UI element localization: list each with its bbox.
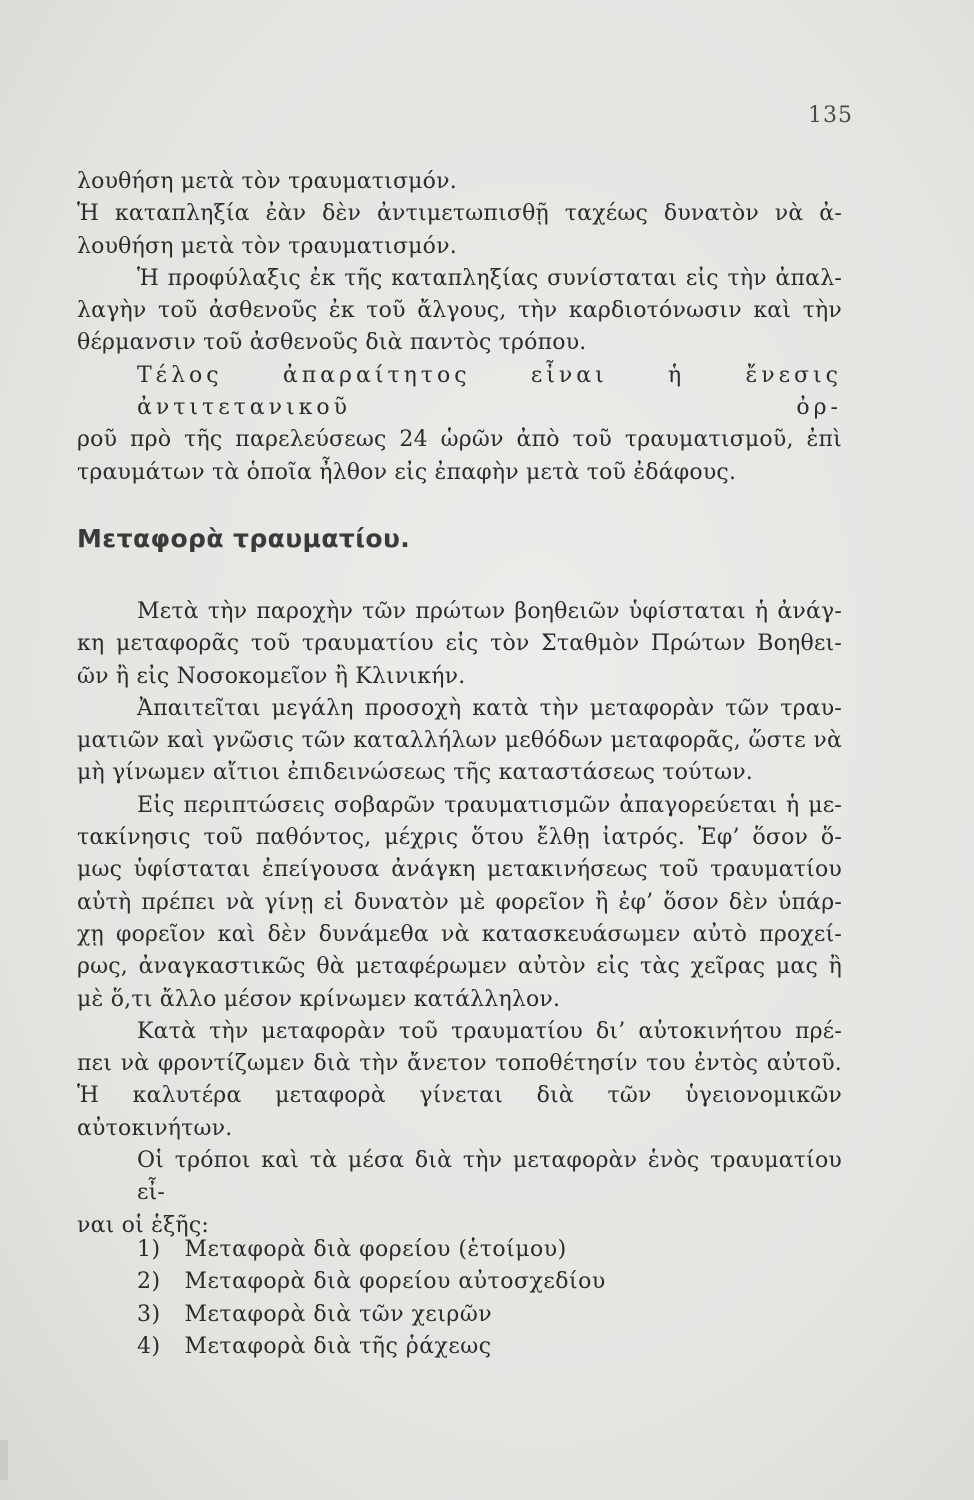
text-line: Ἡ προφύλαξις ἐκ τῆς καταπληξίας συνίσταται εἰς τὴν ἀπαλ- — [137, 265, 842, 291]
text-line: Ἡ καλυτέρα μεταφορὰ γίνεται διὰ τῶν ὑγειονομικῶν αὐτοκινήτων. — [77, 1083, 842, 1141]
text-line: τακίνησις τοῦ παθόντος, μέχρις ὅτου ἔλθῃ ἰατρός. Ἐφ’ ὅσον ὅ- — [77, 825, 842, 851]
text-line: ρως, ἀναγκαστικῶς θὰ μεταφέρωμεν αὐτὸν εἰς τὰς χεῖρας μας ἢ — [77, 954, 842, 980]
text-line: Εἰς περιπτώσεις σοβαρῶν τραυματισμῶν ἀπαγορεύεται ἡ με- — [137, 792, 842, 818]
text-line: λαγὴν τοῦ ἀσθενοῦς ἐκ τοῦ ἄλγους, τὴν καρδιοτόνωσιν καὶ τὴν — [77, 298, 842, 324]
text-line: ῶν ἢ εἰς Νοσοκομεῖον ἢ Κλινικήν. — [77, 663, 466, 689]
text-line: Ἀπαιτεῖται μεγάλη προσοχὴ κατὰ τὴν μεταφορὰν τῶν τραυ- — [137, 695, 842, 721]
text-line: Τέλος ἀπαραίτητος εἶναι ἡ ἔνεσις ἀντιτετανικοῦ ὀρ- — [137, 362, 842, 421]
list-item-text: Μεταφορὰ διὰ φορείου (ἑτοίμου) — [184, 1237, 567, 1262]
text-line: ματιῶν καὶ γνῶσις τῶν καταλλήλων μεθόδων μεταφορᾶς, ὥστε νὰ — [77, 728, 842, 754]
list-item-text: Μεταφορὰ διὰ τῆς ῥάχεως — [184, 1333, 492, 1359]
text-line: μὲ ὅ,τι ἄλλο μέσον κρίνωμεν κατάλληλον. — [77, 986, 561, 1012]
list-item-number: 4) — [137, 1333, 161, 1359]
text-line: μὴ γίνωμεν αἴτιοι ἐπιδεινώσεως τῆς καταστάσεως τούτων. — [77, 760, 753, 786]
text-line: χῃ φορεῖον καὶ δὲν δυνάμεθα νὰ κατασκευάσωμεν αὐτὸ προχεί- — [77, 921, 842, 947]
page-number: 135 — [808, 103, 853, 128]
list-item — [137, 1299, 606, 1331]
text-line: λουθήση μετὰ τὸν τραυματισμόν. — [77, 233, 457, 259]
text-line: Κατὰ τὴν μεταφορὰν τοῦ τραυματίου δι’ αὐτοκινήτου πρέ- — [137, 1018, 842, 1044]
list-item-text: Μεταφορὰ διὰ τῶν χειρῶν — [184, 1301, 493, 1327]
text-line: τραυμάτων τὰ ὁποῖα ἦλθον εἰς ἐπαφὴν μετὰ τοῦ ἐδάφους. — [77, 459, 737, 485]
page-edge-shadow — [0, 1440, 8, 1480]
list-item-number: 2) — [137, 1269, 161, 1295]
text-line: αὐτὴ πρέπει νὰ γίνῃ εἰ δυνατὸν μὲ φορεῖον ἢ ἐφ’ ὅσον δὲν ὑπάρ- — [77, 889, 842, 915]
text-line: Ἡ καταπληξία ἐὰν δὲν ἀντιμετωπισθῇ ταχέως δυνατὸν νὰ ἀ- — [77, 201, 842, 227]
list-item-number: 1) — [137, 1237, 161, 1262]
list-item-text: Μεταφορὰ διὰ φορείου αὐτοσχεδίου — [184, 1269, 606, 1295]
section-heading: Μεταφορὰ τραυματίου. — [77, 524, 411, 553]
paragraph-block-main — [77, 596, 842, 1242]
text-line: Οἱ τρόποι καὶ τὰ μέσα διὰ τὴν μεταφορὰν ἑνὸς τραυματίου εἶ- — [137, 1148, 842, 1206]
text-line: μως ὑφίσταται ἐπείγουσα ἀνάγκη μετακινήσεως τοῦ τραυματίου — [77, 857, 842, 883]
transport-methods-list — [137, 1234, 606, 1363]
text-line: λουθήση μετὰ τὸν τραυματισμόν. — [77, 169, 457, 194]
list-item — [137, 1331, 606, 1363]
text-line: ναι οἱ ἑξῆς: — [77, 1212, 209, 1238]
paragraph-block-top — [77, 166, 842, 489]
text-line: κη μεταφορᾶς τοῦ τραυματίου εἰς τὸν Σταθμὸν Πρώτων Βοηθει- — [77, 631, 842, 657]
text-line: ροῦ πρὸ τῆς παρελεύσεως 24 ὡρῶν ἀπὸ τοῦ τραυματισμοῦ, ἐπὶ — [77, 427, 842, 453]
list-item — [137, 1234, 606, 1266]
text-line: θέρμανσιν τοῦ ἀσθενοῦς διὰ παντὸς τρόπου. — [77, 330, 587, 356]
text-line: Μετὰ τὴν παροχὴν τῶν πρώτων βοηθειῶν ὑφίσταται ἡ ἀνάγ- — [137, 599, 842, 624]
text-line: πει νὰ φροντίζωμεν διὰ τὴν ἄνετον τοποθέτησίν του ἐντὸς αὐτοῦ. — [77, 1051, 842, 1077]
list-item-number: 3) — [137, 1301, 161, 1327]
list-item — [137, 1266, 606, 1298]
